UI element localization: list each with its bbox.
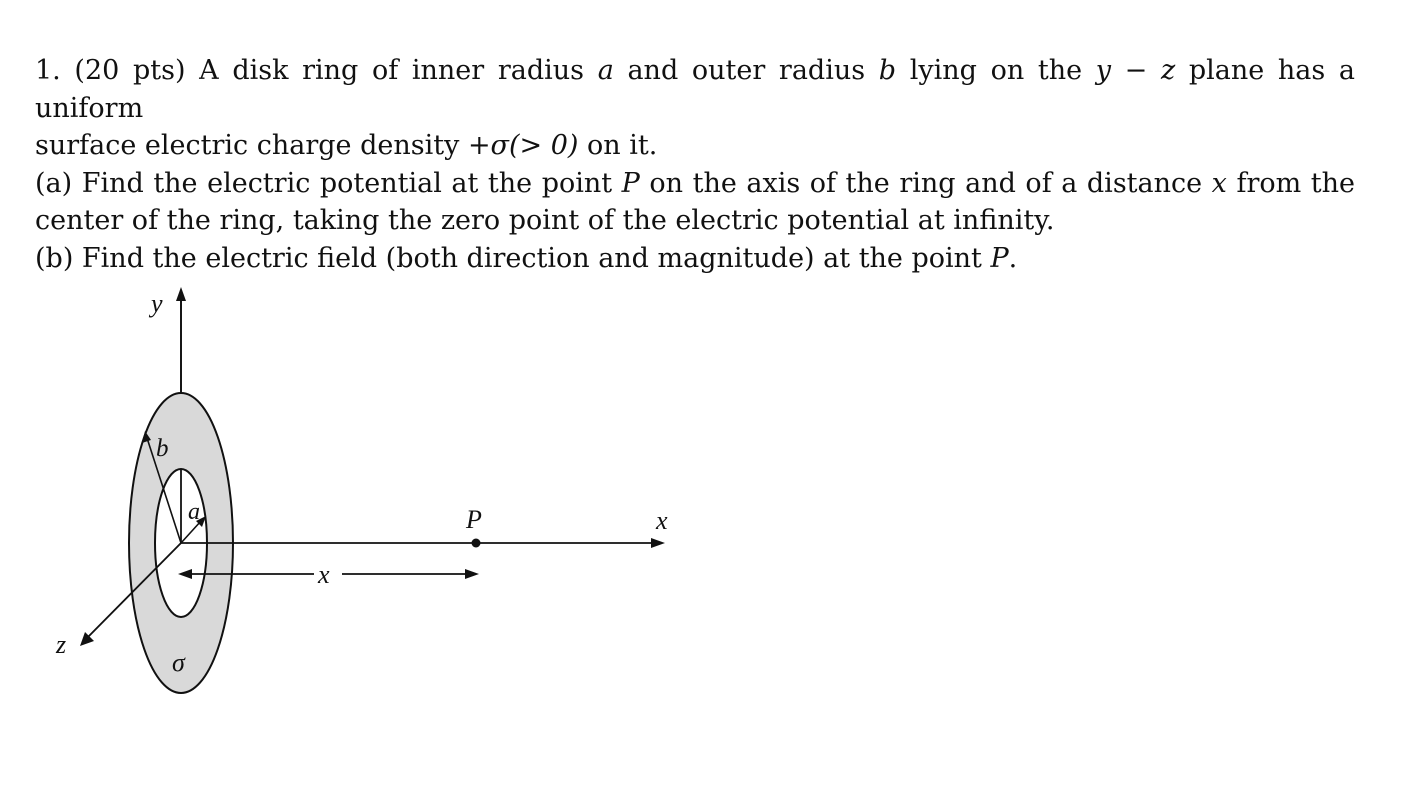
problem-text: . (1008, 242, 1018, 274)
inner-radius-label: a (188, 499, 200, 525)
math-plane: y − z (1095, 55, 1176, 86)
problem-text: from the (1226, 167, 1355, 199)
problem-text: lying on the (896, 55, 1096, 86)
x-axis-arrowhead (651, 538, 665, 548)
math-var-b: b (878, 55, 897, 86)
problem-text: on it. (578, 130, 658, 161)
problem-text: and outer radius (613, 55, 879, 86)
point-P-dot (472, 539, 481, 548)
problem-text: center of the ring, taking the zero point of the electric potential at infinity. (35, 205, 1055, 236)
x-axis-label: x (656, 506, 668, 535)
distance-arrowhead-right (465, 569, 479, 579)
distance-label: x (318, 560, 330, 589)
problem-text: surface electric charge density (35, 130, 468, 161)
y-axis-label: y (151, 289, 163, 318)
point-P-label: P (466, 505, 482, 534)
math-var-a: a (597, 55, 614, 86)
z-axis-label: z (56, 630, 67, 659)
math-var-P: P (990, 242, 1009, 274)
problem-text: (a) Find the electric potential at the point (35, 167, 622, 199)
math-var-P: P (621, 167, 640, 199)
problem-text: plane has a uniform (35, 55, 1355, 124)
outer-radius-label: b (156, 435, 169, 462)
math-density: +σ(> 0) (467, 130, 579, 161)
problem-text: (b) Find the electric field (both direction and magnitude) at the point (35, 242, 991, 274)
math-var-x: x (1211, 167, 1227, 199)
y-axis-arrowhead (176, 287, 186, 301)
charge-density-label: σ (172, 648, 185, 677)
problem-text: on the axis of the ring and of a distance (639, 167, 1212, 199)
problem-text: 1. (20 pts) A disk ring of inner radius (35, 55, 598, 86)
